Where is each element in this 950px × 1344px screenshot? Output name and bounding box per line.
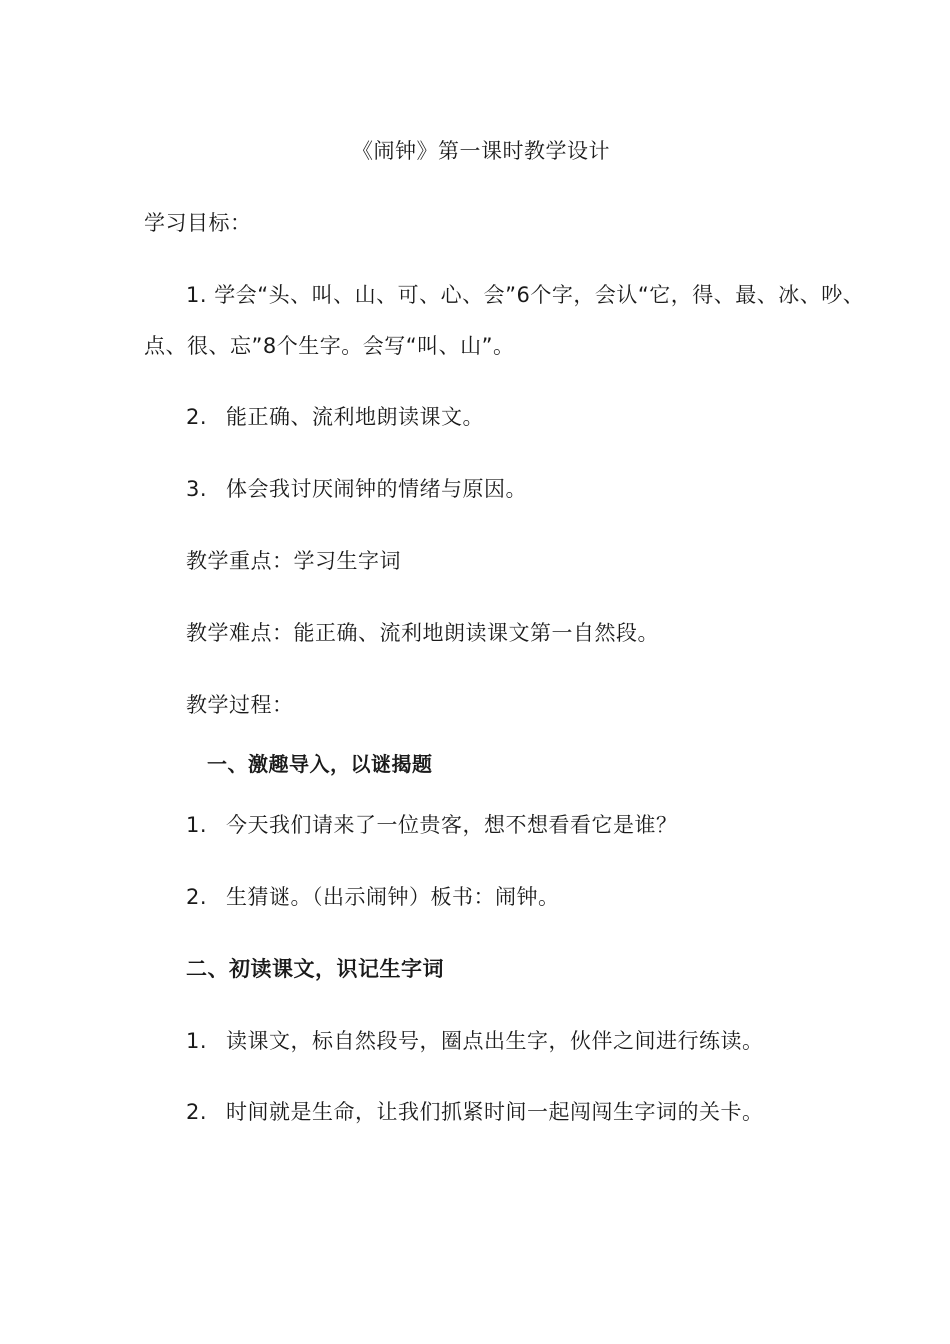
objective-3	[186, 476, 527, 502]
difficulty: 教学难点：能正确、流利地朗读课文第一自然段。	[186, 621, 659, 645]
process-heading: 教学过程：	[186, 693, 294, 717]
section-1-item-2-text: 生猜谜。（出示闹钟）板书：闹钟。	[226, 885, 560, 909]
section-2-item-2-text: 时间就是生命，让我们抓紧时间一起闯闯生字词的关卡。	[226, 1100, 764, 1124]
section-1-item-2-number: 2.	[186, 885, 208, 909]
objective-2-text: 能正确、流利地朗读课文。	[226, 405, 484, 429]
objective-2-number: 2.	[186, 405, 208, 429]
section-1-item-2	[186, 884, 560, 910]
section-2-heading: 二、初读课文，识记生字词	[186, 957, 444, 981]
objective-3-text: 体会我讨厌闹钟的情绪与原因。	[226, 477, 527, 501]
objective-1-line-1: 1. 学会“头、叫、山、可、心、会”6个字，会认“它，得、最、冰、吵、	[186, 283, 865, 307]
section-2-item-2-number: 2.	[186, 1100, 208, 1124]
section-2-item-1-number: 1.	[186, 1029, 208, 1053]
section-1-heading: 一、激趣导入，以谜揭题	[207, 752, 433, 776]
document-title: 《闹钟》第一课时教学设计	[352, 139, 610, 163]
objective-3-number: 3.	[186, 477, 208, 501]
objective-1-line-2: 点、很、忘”8个生字。会写“叫、山”。	[144, 334, 515, 358]
section-2-item-1-text: 读课文，标自然段号，圈点出生字，伙伴之间进行练读。	[226, 1029, 764, 1053]
section-2-item-1	[186, 1028, 764, 1054]
section-1-item-1-number: 1.	[186, 813, 208, 837]
section-2-item-2	[186, 1099, 764, 1125]
section-1-item-1-text: 今天我们请来了一位贵客，想不想看看它是谁？	[226, 813, 678, 837]
key-point: 教学重点：学习生字词	[186, 549, 401, 573]
objective-2	[186, 404, 484, 430]
objectives-heading: 学习目标：	[144, 211, 252, 235]
section-1-item-1	[186, 812, 678, 838]
